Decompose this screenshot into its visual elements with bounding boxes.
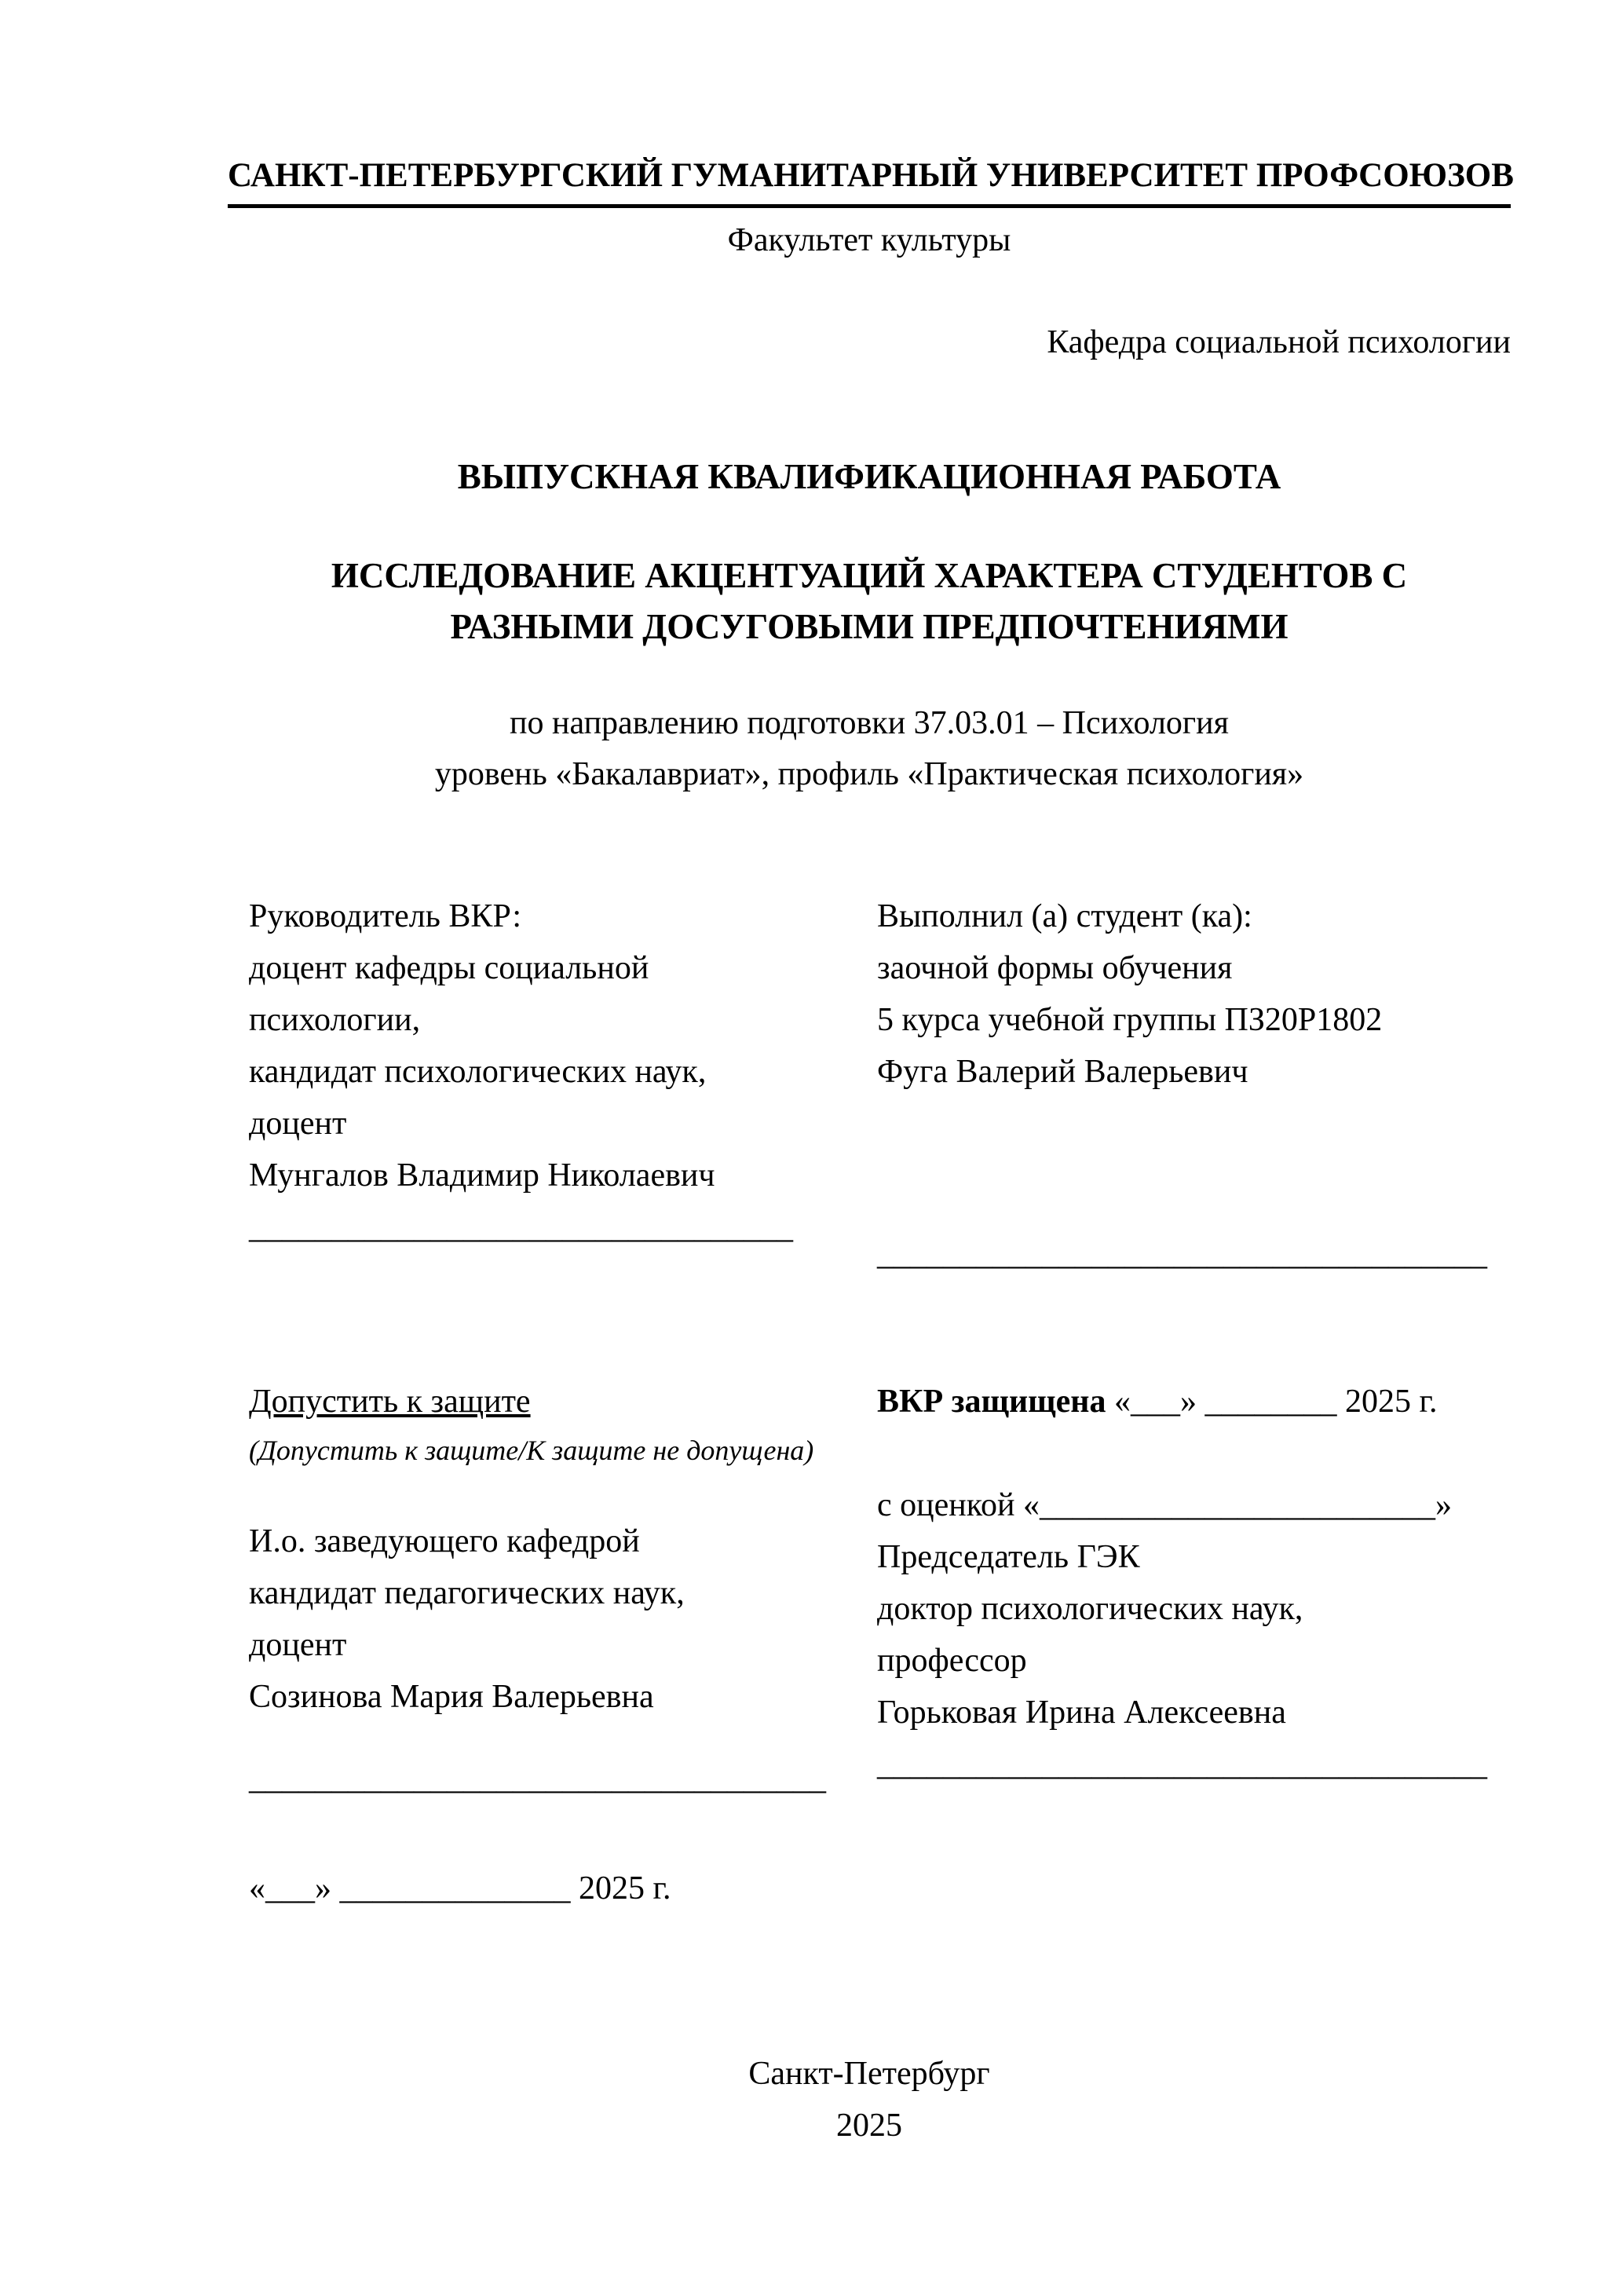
defense-committee-block [877,1479,1487,1790]
supervisor-role: Руководитель ВКР: [249,898,522,934]
supervisor-degree-line: кандидат психологических наук, [249,1054,707,1090]
city-name: Санкт-Петербург [748,2056,990,2092]
work-type-heading: ВЫПУСКНАЯ КВАЛИФИКАЦИОННАЯ РАБОТА [457,457,1281,496]
student-study-form: заочной формы обучения [877,950,1233,986]
grade-blank-line: с оценкой «________________________» [877,1487,1452,1523]
admission-note: (Допустить к защите/К защите не допущена) [249,1435,814,1466]
year: 2025 [836,2108,902,2144]
study-direction: по направлению подготовки 37.03.01 – Психология [510,705,1229,741]
student-signature-line: _____________________________________ [877,1236,1487,1272]
thesis-title-line-1: ИССЛЕДОВАНИЕ АКЦЕНТУАЦИЙ ХАРАКТЕРА СТУДЕНТОВ С [331,556,1408,595]
admission-date-blank: «___» ______________ 2025 г. [249,1870,671,1907]
department-head-name: Созинова Мария Валерьевна [249,1679,654,1715]
study-level-profile: уровень «Бакалавриат», профиль «Практическая психология» [434,756,1304,792]
department-head-degree: кандидат педагогических наук, [249,1575,685,1611]
supervisor-signature-line: _________________________________ [249,1209,793,1245]
thesis-title [228,550,1511,653]
defense-date-blank: «___» ________ 2025 г. [1106,1384,1438,1420]
committee-chair-rank: профессор [877,1643,1027,1679]
committee-chair-signature-line: _____________________________________ [877,1746,1487,1782]
committee-chair-degree: доктор психологических наук, [877,1591,1303,1627]
header-rule [228,204,1511,208]
supervisor-name: Мунгалов Владимир Николаевич [249,1157,715,1194]
admission-heading: Допустить к защите [249,1384,531,1420]
supervisor-rank-line: доцент [249,1106,347,1142]
admission-block [249,1376,813,1473]
committee-chair-role: Председатель ГЭК [877,1539,1140,1575]
department-head-signature-line: ___________________________________ [249,1760,826,1797]
department-head-role: И.о. заведующего кафедрой [249,1523,640,1559]
footer-block [228,2048,1511,2152]
supervisor-position-line: доцент кафедры социальной [249,950,649,986]
student-name: Фуга Валерий Валерьевич [877,1054,1248,1090]
department-head-block [249,1515,685,1723]
department-name: Кафедра социальной психологии [1047,324,1511,360]
university-name: САНКТ-ПЕТЕРБУРГСКИЙ ГУМАНИТАРНЫЙ УНИВЕРСИТЕТ ПРОФСОЮЗОВ [228,157,1514,194]
department-head-rank: доцент [249,1627,347,1663]
thesis-title-line-2: РАЗНЫМИ ДОСУГОВЫМИ ПРЕДПОЧТЕНИЯМИ [450,607,1289,646]
supervisor-block [249,890,793,1253]
supervisor-position-line: психологии, [249,1002,421,1038]
student-group: 5 курса учебной группы ПЗ20Р1802 [877,1002,1383,1038]
student-block [877,890,1382,1098]
faculty-name: Факультет культуры [727,222,1011,258]
defense-date-line [877,1376,1437,1428]
student-role: Выполнил (а) студент (ка): [877,898,1252,934]
defense-date-label: ВКР защищена [877,1384,1106,1420]
committee-chair-name: Горьковая Ирина Алексеевна [877,1695,1286,1731]
